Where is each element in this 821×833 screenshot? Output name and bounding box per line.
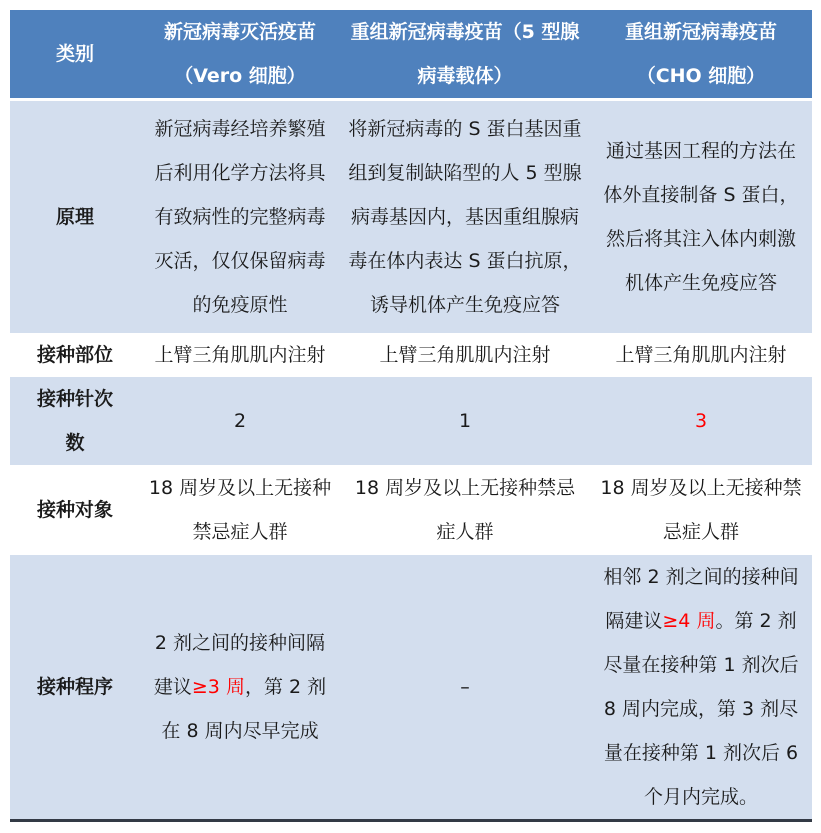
schedule-inactivated-text-post: ，第 2 剂在 8 周内尽早完成 <box>161 675 327 742</box>
cell-doses-cho: 3 <box>590 377 812 465</box>
row-target-population-label: 接种对象 <box>36 498 113 521</box>
cell-doses-adenovirus: 1 <box>340 377 590 465</box>
header-cell-category: 类别 <box>10 10 140 100</box>
cell-site-adenovirus: 上臂三角肌肌内注射 <box>379 343 551 366</box>
row-injection-site-label: 接种部位 <box>36 343 113 366</box>
header-cell-inactivated-vaccine: 新冠病毒灭活疫苗（Vero 细胞） <box>140 10 340 100</box>
row-schedule <box>10 555 812 821</box>
vaccine-comparison-table <box>10 10 812 822</box>
schedule-cho-text-post: 。第 2 剂尽量在接种第 1 剂次后 8 周内完成，第 3 剂尽量在接种第 1 剂次后 6 个月内完成。 <box>603 609 799 808</box>
schedule-inactivated-text-pre: 2 剂之间的接种间隔建议 <box>153 631 326 698</box>
schedule-cho-interval-highlight: ≥4 周 <box>662 609 716 632</box>
header-cell-cho-vaccine: 重组新冠病毒疫苗（CHO 细胞） <box>590 10 812 100</box>
cell-target-inactivated: 18 周岁及以上无接种禁忌症人群 <box>148 476 332 543</box>
row-schedule-label: 接种程序 <box>10 555 140 821</box>
cell-schedule-inactivated <box>140 555 340 821</box>
row-injection-site <box>10 333 812 377</box>
cell-target-cho: 18 周岁及以上无接种禁忌症人群 <box>600 476 802 543</box>
cell-target-adenovirus: 18 周岁及以上无接种禁忌症人群 <box>354 476 576 543</box>
cell-doses-inactivated: 2 <box>140 377 340 465</box>
cell-schedule-cho <box>590 555 812 821</box>
header-cell-adenovirus-vaccine: 重组新冠病毒疫苗（5 型腺病毒载体） <box>340 10 590 100</box>
header-row <box>10 10 812 100</box>
cell-principle-inactivated: 新冠病毒经培养繁殖后利用化学方法将具有致病性的完整病毒灭活，仅仅保留病毒的免疫原性 <box>140 100 340 333</box>
row-dose-count-label: 接种针次数 <box>10 377 140 465</box>
cell-site-inactivated: 上臂三角肌肌内注射 <box>154 343 326 366</box>
row-target-population <box>10 465 812 555</box>
row-principle-label: 原理 <box>10 100 140 333</box>
cell-site-cho: 上臂三角肌肌内注射 <box>615 343 787 366</box>
cell-principle-cho: 通过基因工程的方法在体外直接制备 S 蛋白，然后将其注入体内刺激机体产生免疫应答 <box>590 100 812 333</box>
row-principle <box>10 100 812 333</box>
cell-principle-adenovirus: 将新冠病毒的 S 蛋白基因重组到复制缺陷型的人 5 型腺病毒基因内，基因重组腺病毒在体内表达 S 蛋白抗原，诱导机体产生免疫应答 <box>340 100 590 333</box>
row-dose-count <box>10 377 812 465</box>
schedule-inactivated-interval-highlight: ≥3 周 <box>191 675 245 698</box>
schedule-cho-text-pre: 相邻 2 剂之间的接种间隔建议 <box>603 565 799 632</box>
cell-schedule-adenovirus: – <box>340 555 590 821</box>
